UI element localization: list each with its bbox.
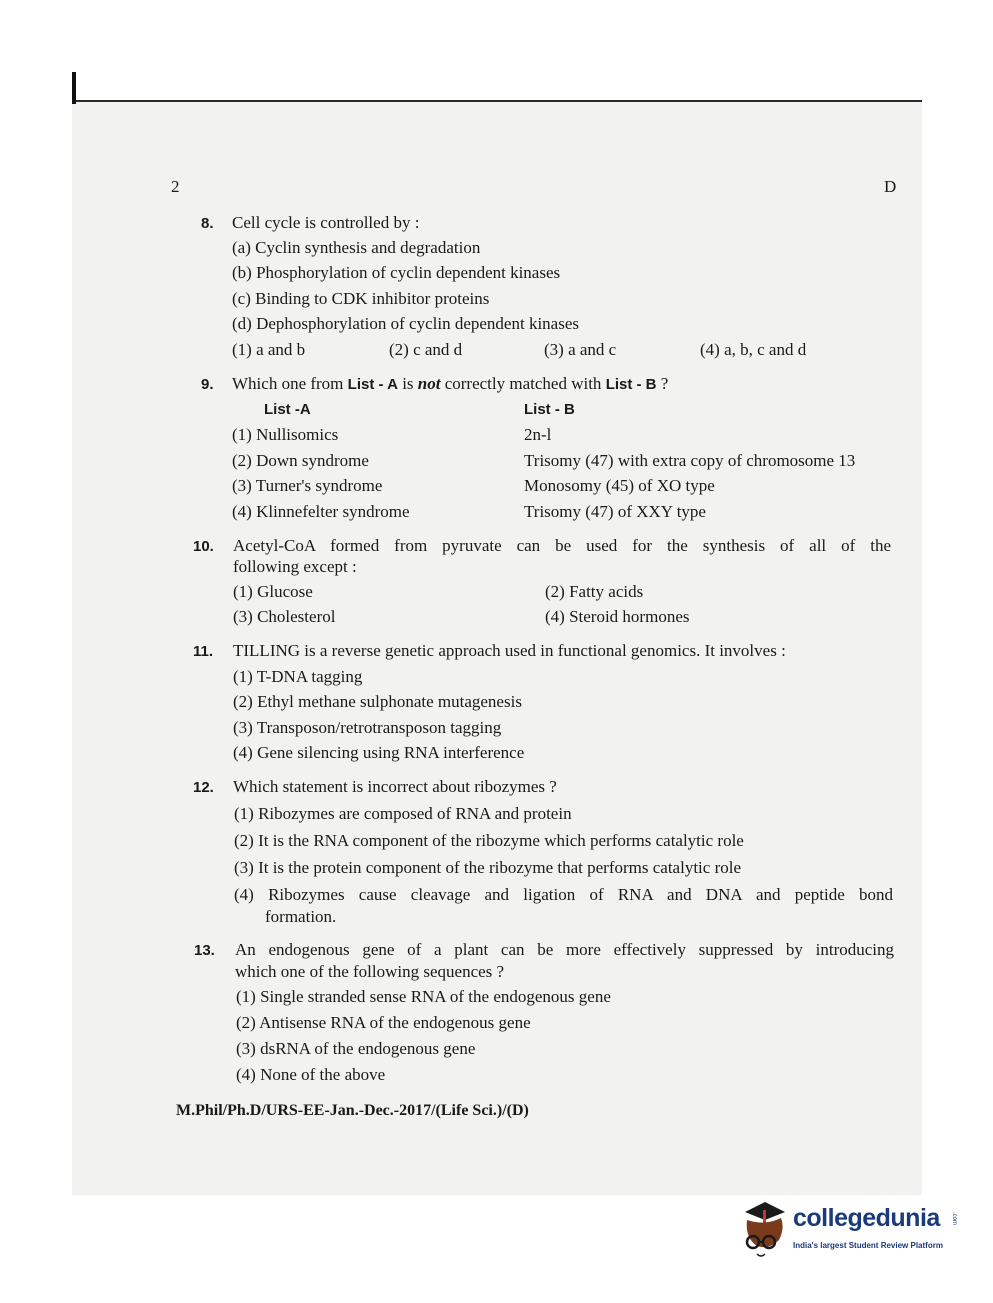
table-cell: Monosomy (45) of XO type (524, 476, 715, 495)
answer-option: (4) Steroid hormones (545, 607, 690, 626)
column-header-list-a: List -A (264, 401, 311, 418)
answer-option: (2) It is the RNA component of the ribozyme which performs catalytic role (234, 831, 744, 850)
answer-option: (1) Ribozymes are composed of RNA and protein (234, 804, 572, 823)
question-number: 10. (193, 538, 214, 555)
table-cell: 2n-l (524, 425, 552, 444)
answer-option: (2) c and d (389, 340, 463, 359)
answer-option: (3) Transposon/retrotransposon tagging (233, 718, 502, 737)
question-number: 11. (193, 643, 214, 660)
answer-option: (3) Cholesterol (233, 607, 336, 626)
set-code: D (884, 177, 897, 196)
question-number: 9. (201, 376, 214, 393)
question-stem-cont: which one of the following sequences ? (235, 962, 505, 981)
answer-option: (2) Fatty acids (545, 582, 644, 601)
question-stem: Which statement is incorrect about ribozymes ? (233, 777, 557, 796)
answer-option: (3) dsRNA of the endogenous gene (236, 1039, 476, 1058)
page-number: 2 (171, 177, 180, 196)
top-rule (72, 100, 922, 102)
answer-option: (4) Gene silencing using RNA interference (233, 743, 525, 762)
left-margin-mark (72, 72, 76, 104)
list-item: (d) Dephosphorylation of cyclin dependent kinases (232, 314, 579, 333)
table-cell: Trisomy (47) of XXY type (524, 502, 706, 521)
table-cell: Trisomy (47) with extra copy of chromosome 13 (524, 451, 856, 470)
question-stem: TILLING is a reverse genetic approach used in functional genomics. It involves : (233, 641, 786, 660)
table-row: (1) Nullisomics (232, 425, 339, 444)
answer-option: (3) a and c (544, 340, 617, 359)
answer-option: (2) Antisense RNA of the endogenous gene (236, 1013, 531, 1032)
answer-option: (1) T-DNA tagging (233, 667, 363, 686)
list-item: (a) Cyclin synthesis and degradation (232, 238, 481, 257)
mascot-icon (735, 1198, 791, 1260)
list-item: (b) Phosphorylation of cyclin dependent kinases (232, 263, 561, 282)
answer-option-cont: formation. (265, 907, 337, 926)
answer-option: (1) Glucose (233, 582, 313, 601)
question-number: 12. (193, 779, 214, 796)
answer-option: (4) a, b, c and d (700, 340, 807, 359)
question-stem: An endogenous gene of a plant can be more effectively suppressed by introducing (235, 940, 894, 959)
paper-code-footer: M.Phil/Ph.D/URS-EE-Jan.-Dec.-2017/(Life Sci.)/(D) (176, 1102, 529, 1119)
brand-name: collegedunia (793, 1204, 940, 1232)
question-stem: Cell cycle is controlled by : (232, 213, 420, 232)
list-item: (c) Binding to CDK inhibitor proteins (232, 289, 490, 308)
answer-option: (1) a and b (232, 340, 306, 359)
collegedunia-logo (735, 1198, 965, 1260)
brand-tagline: India's largest Student Review Platform (793, 1241, 943, 1250)
question-number: 13. (194, 942, 215, 959)
question-number: 8. (201, 215, 214, 232)
question-stem: Which one from List - A is not correctly matched with List - B ? (232, 374, 669, 393)
answer-option: (3) It is the protein component of the ribozyme that performs catalytic role (234, 858, 742, 877)
brand-suffix: .com (951, 1212, 957, 1226)
table-row: (2) Down syndrome (232, 451, 369, 470)
answer-option: (1) Single stranded sense RNA of the endogenous gene (236, 987, 611, 1006)
question-stem-cont: following except : (233, 557, 357, 576)
answer-option: (2) Ethyl methane sulphonate mutagenesis (233, 692, 522, 711)
table-row: (3) Turner's syndrome (232, 476, 383, 495)
table-row: (4) Klinnefelter syndrome (232, 502, 410, 521)
column-header-list-b: List - B (524, 401, 575, 418)
question-stem: Acetyl-CoA formed from pyruvate can be used for the synthesis of all of the (233, 536, 891, 555)
answer-option: (4) None of the above (236, 1065, 386, 1084)
answer-option: (4) Ribozymes cause cleavage and ligation of RNA and DNA and peptide bond (234, 885, 893, 904)
